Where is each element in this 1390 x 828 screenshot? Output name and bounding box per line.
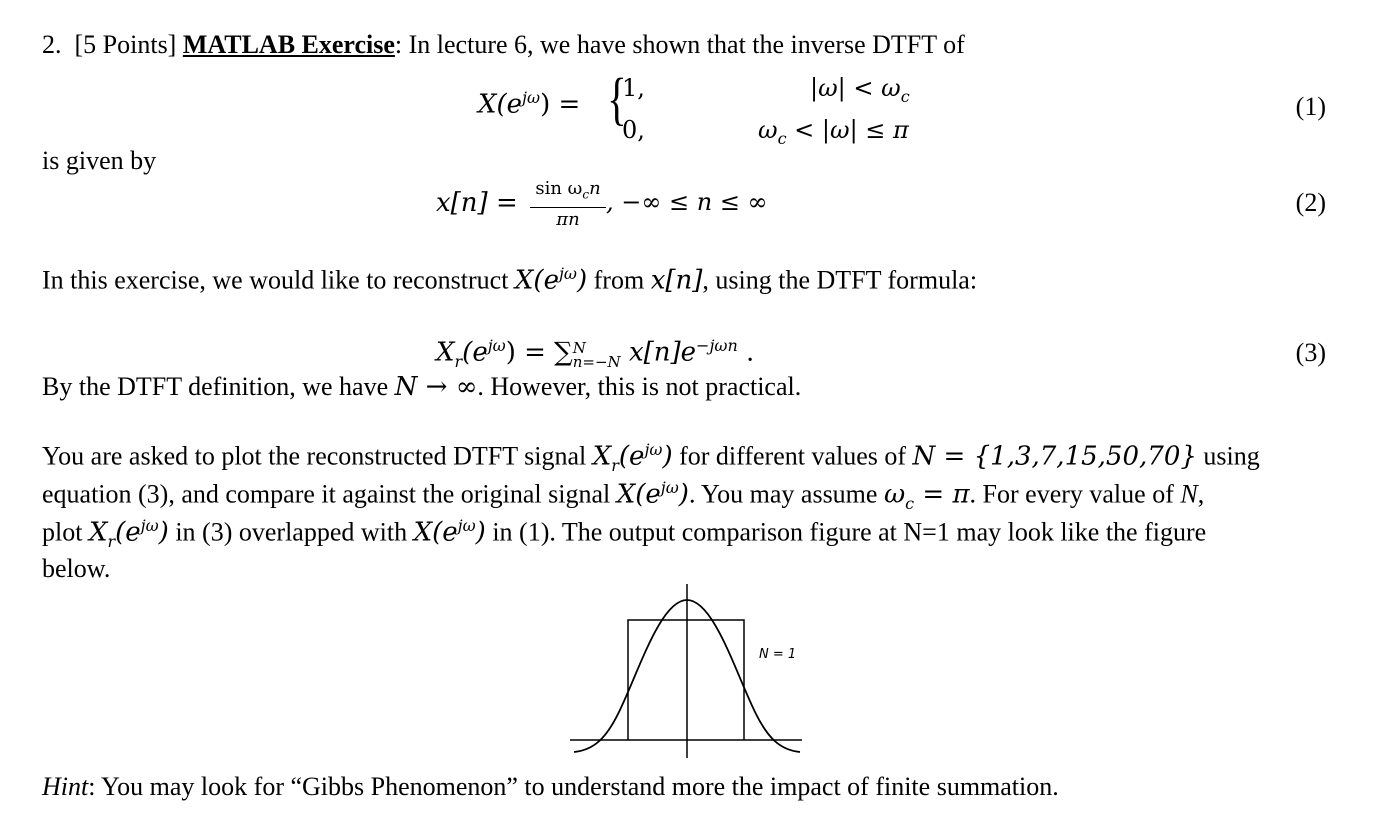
eq2-number: (2) [1295,188,1326,217]
eq2-numerator: $\sin \omega_cn$ [530,176,606,208]
problem-number: 2. [42,30,62,59]
hint-label: Hint [42,772,89,801]
problem-header [42,30,965,60]
hint-body: : You may look for “Gibbs Phenomenon” to understand more the impact of finite summation. [88,772,1059,801]
eq2-lhs: x[n] = [436,188,518,218]
paragraph-definition: By the DTFT definition, we have N → ∞. However, this is not practical. [42,372,802,402]
paragraph-task-line-3: plot $X_r(e^{j\omega})$ in (3) overlapped with $X(e^{j\omega})$ in (1). The output comparison figure at N=1 may look like the figure [42,516,1207,551]
problem-label: MATLAB Exercise [182,30,395,59]
paragraph-task-line-2: equation (3), and compare it against the original signal $X(e^{j\omega})$. You may assume $\omega_c = \pi$. For every value of N, [42,478,1205,513]
ideal-lowpass-rect [628,620,744,740]
eq3-number: (3) [1295,338,1326,367]
eq1-case2-value: 0, [622,116,645,144]
eq1-case2-cond: $\omega_c < |\omega| \le \pi$ [758,116,909,148]
eq2-fraction [530,176,606,232]
paragraph-reconstruct: In this exercise, we would like to reconstruct $X(e^{j\omega})$ from x[n], using the DTFT formula: [42,264,978,296]
paragraph-task-line-4: below. [42,554,111,583]
eq1-case1-value: 1, [622,74,645,102]
eq2-range: , −∞ ≤ n ≤ ∞ [606,188,768,216]
eq1-case1-cond: $|\omega| < \omega_c$ [810,74,910,106]
cases-brace: { [607,66,627,131]
eq1-number: (1) [1295,92,1326,121]
problem-points: [5 Points] [74,30,177,59]
eq1-lhs: $X(e^{j\omega})$ = [478,88,581,120]
given-by-text: is given by [42,146,157,175]
problem-intro: : In lecture 6, we have shown that the inverse DTFT of [394,30,965,59]
paragraph-task-line-1: You are asked to plot the reconstructed DTFT signal $X_r(e^{j\omega})$ for different values of N = {1,3,7,15,50,70} using [42,440,1260,475]
eq3-body: $X_r(e^{j\omega})$ = ∑ N n=−N $x[n]e^{-j\omega n}$ . [436,336,755,371]
hint-text [42,772,1059,802]
eq2-denominator: πn [556,208,580,230]
figure-label: N = 1 [759,647,797,662]
comparison-figure [566,582,806,768]
